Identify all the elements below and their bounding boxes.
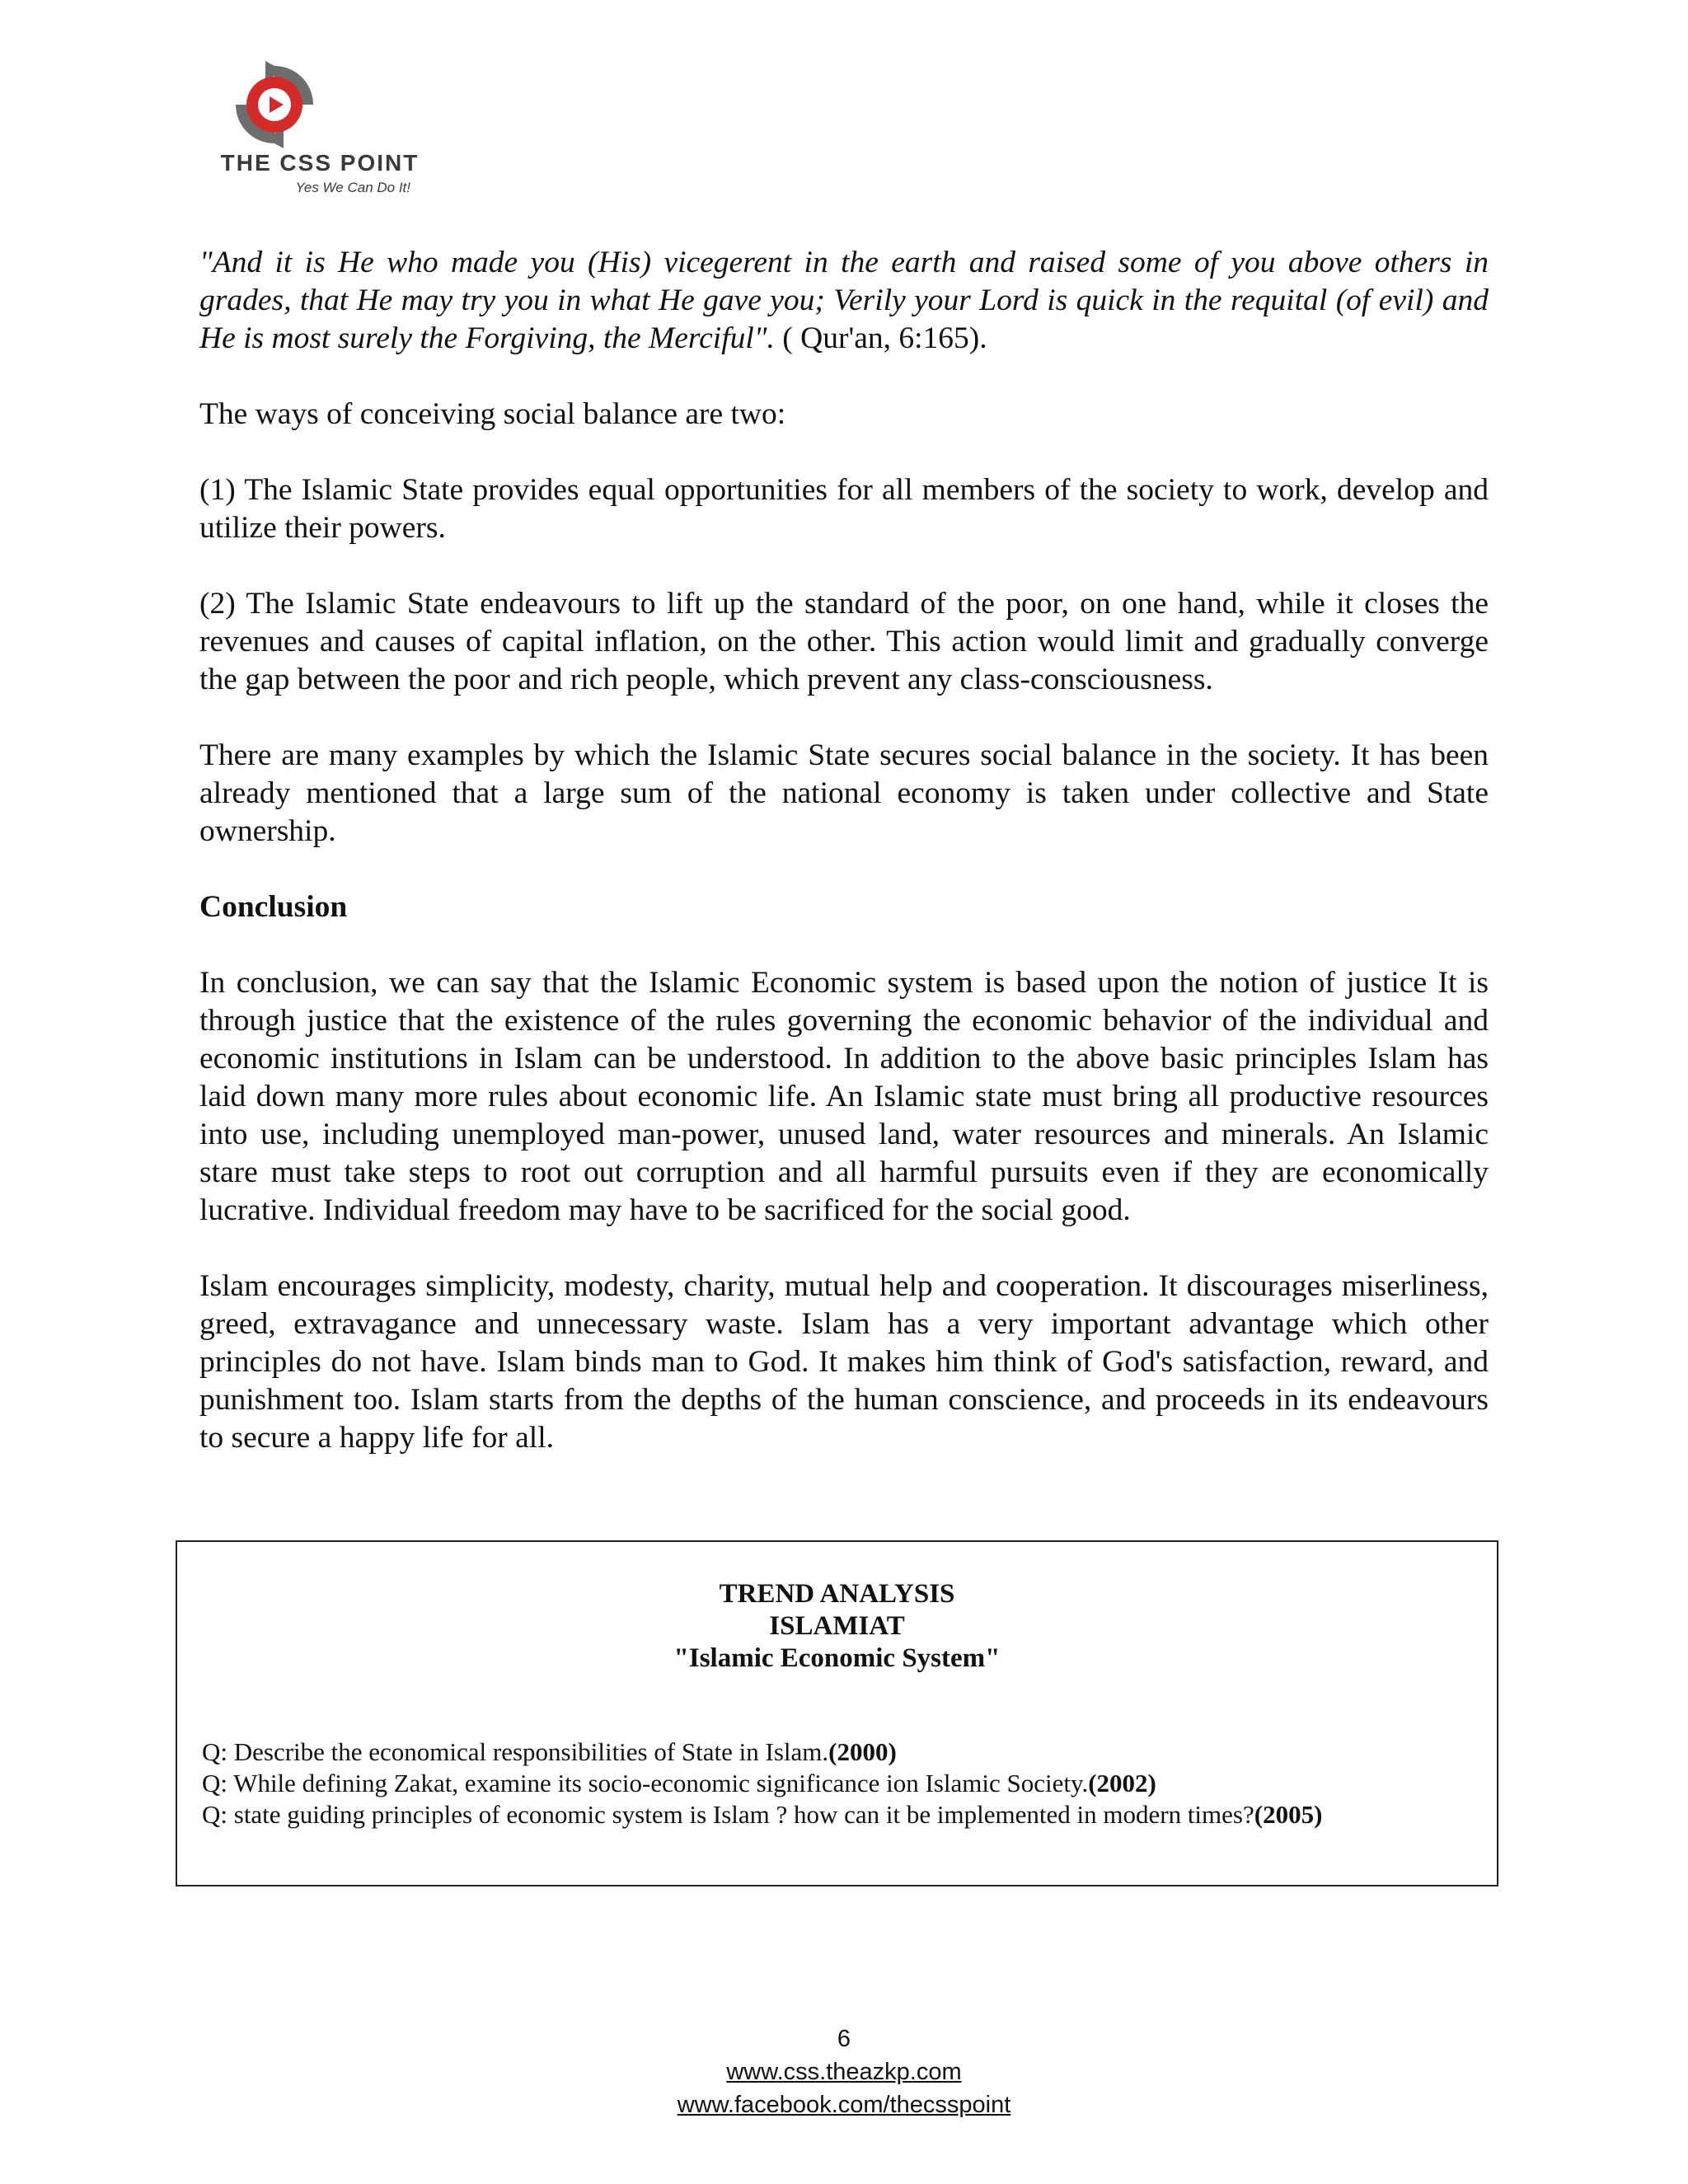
question-year: (2000): [828, 1737, 897, 1766]
article-body: [199, 244, 1489, 1457]
website-link[interactable]: www.css.theazkp.com: [726, 2059, 962, 2085]
logo-emblem-icon: [229, 59, 320, 150]
quote-text: "And it is He who made you (His) vicegerent in the earth and raised some of you above others in grades, that He may try you in what He gave you; Verily your Lord is quick in the requital (of evil) and He is most surely the Forgiving, the Merciful".: [199, 246, 1489, 355]
trend-heading: [177, 1578, 1497, 1675]
question-item: [202, 1736, 1479, 1768]
quran-quote: [199, 244, 1489, 358]
paragraph-examples: There are many examples by which the Islamic State secures social balance in the society. It has been already mentioned that a large sum of the national economy is taken under collective and State ownership.: [199, 738, 1489, 848]
trend-analysis-box: [176, 1540, 1498, 1886]
logo: [213, 59, 427, 199]
question-item: [202, 1768, 1479, 1799]
trend-title: TREND ANALYSIS: [719, 1579, 955, 1609]
logo-name: THE CSS POINT: [220, 150, 420, 176]
paragraph-point-1: (1) The Islamic State provides equal opportunities for all members of the society to work, develop and utilize their powers.: [199, 473, 1489, 545]
paragraph-point-2: (2) The Islamic State endeavours to lift up the standard of the poor, on one hand, while it closes the revenues and causes of capital inflation, on the other. This action would limit and gradually converge the gap between the poor and rich people, which prevent any class-consciousness.: [199, 587, 1489, 696]
question-text: Q: Describe the economical responsibilities of State in Islam.: [202, 1737, 829, 1766]
facebook-link[interactable]: www.facebook.com/thecsspoint: [677, 2092, 1011, 2118]
page-footer: [0, 2022, 1688, 2121]
question-year: (2002): [1088, 1769, 1156, 1797]
trend-subject: ISLAMIAT: [769, 1611, 905, 1641]
paragraph-conclusion-1: In conclusion, we can say that the Islamic Economic system is based upon the notion of justice It is through justice that the existence of the rules governing the economic behavior of the individual and economic institutions in Islam can be understood. In addition to the above basic principles Islam has laid down many more rules about economic life. An Islamic state must bring all productive resources into use, including unemployed man-power, unused land, water resources and minerals. An Islamic stare must take steps to root out corruption and all harmful pursuits even if they are economically lucrative. Individual freedom may have to be sacrificed for the social good.: [199, 966, 1489, 1227]
trend-topic: "Islamic Economic System": [673, 1643, 1001, 1673]
question-text: Q: While defining Zakat, examine its socio-economic significance ion Islamic Society.: [202, 1769, 1089, 1797]
paragraph-conclusion-2: Islam encourages simplicity, modesty, charity, mutual help and cooperation. It discourages miserliness, greed, extravagance and unnecessary waste. Islam has a very important advantage which other principles do not have. Islam binds man to God. It makes him think of God's satisfaction, reward, and punishment too. Islam starts from the depths of the human conscience, and proceeds in its endeavours to secure a happy life for all.: [199, 1269, 1489, 1455]
question-item: [202, 1799, 1479, 1830]
paragraph-ways: The ways of conceiving social balance are two:: [199, 397, 786, 431]
question-year: (2005): [1254, 1800, 1323, 1829]
question-text: Q: state guiding principles of economic system is Islam ? how can it be implemented in modern times?: [202, 1800, 1254, 1829]
logo-tagline: Yes We Can Do It!: [295, 180, 410, 195]
question-list: [202, 1736, 1479, 1830]
quote-source: ( Qur'an, 6:165).: [774, 321, 987, 355]
conclusion-heading: Conclusion: [199, 890, 348, 924]
page-number: 6: [837, 2026, 851, 2052]
